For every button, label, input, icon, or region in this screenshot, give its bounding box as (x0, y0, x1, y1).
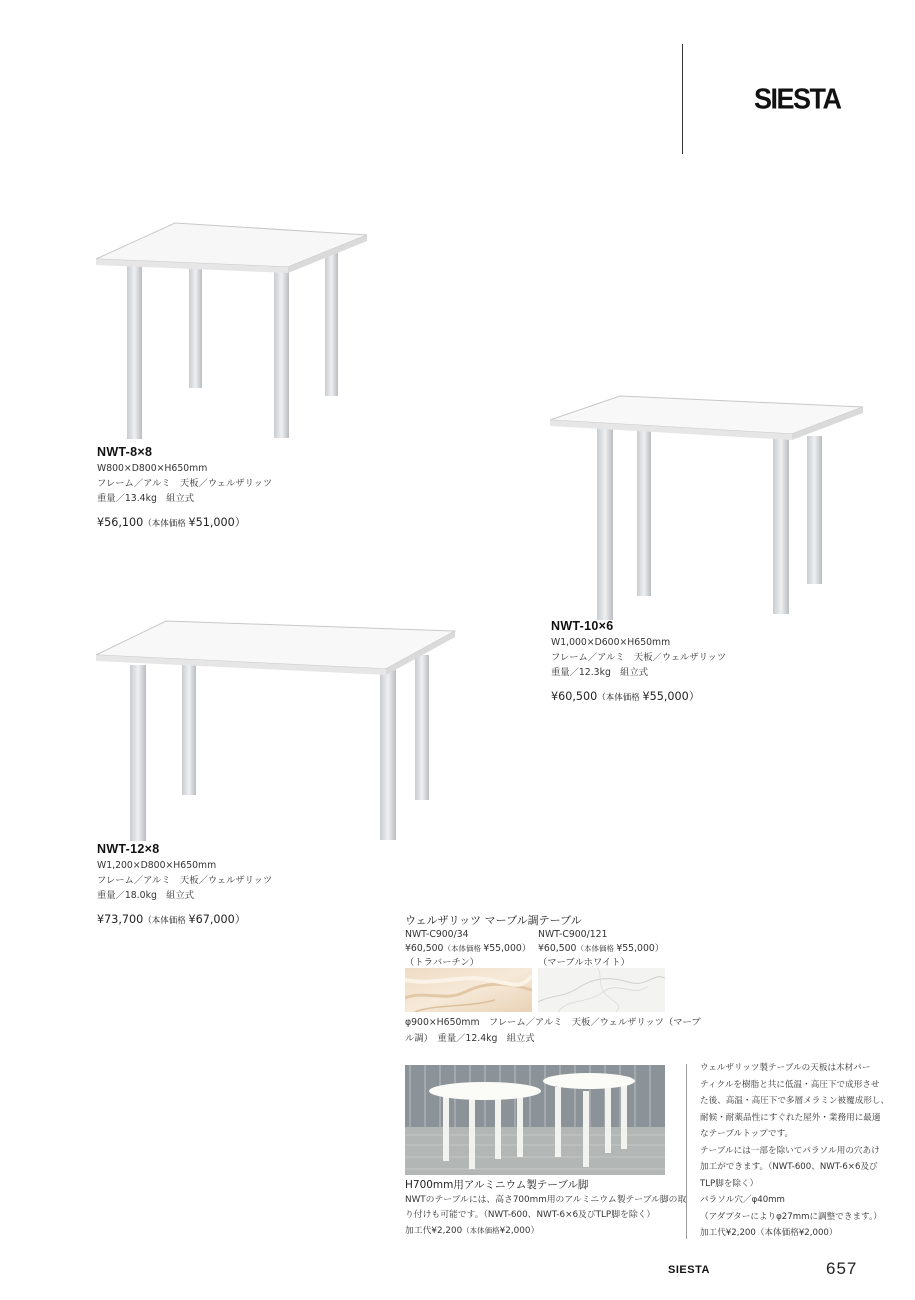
product-material: フレーム／アルミ 天板／ウェルザリッツ (551, 652, 727, 663)
description-line: TLP脚を除く） (700, 1178, 759, 1189)
price-note: （本体価格 (143, 916, 189, 926)
product-name: NWT-8×8 (97, 445, 153, 459)
variant-finish: （トラバーチン） (405, 957, 479, 968)
header-divider (682, 44, 683, 154)
base-price: ¥55,000） (616, 943, 665, 954)
base-price: ¥67,000） (188, 913, 246, 926)
price-note: （本体価格 (443, 944, 484, 953)
price-note: （本体価格 (597, 693, 643, 703)
legs-fee (405, 1223, 686, 1239)
legs-title: H700mm用アルミニウム製テーブル脚 (405, 1179, 589, 1191)
variant-price (405, 942, 531, 956)
legs-line: NWTのテーブルには、高さ700mm用のアルミニウム製テーブル脚の取 (405, 1195, 687, 1205)
product-material: フレーム／アルミ 天板／ウェルザリッツ (97, 478, 273, 489)
legs-line: り付けも可能です。（NWT-600、NWT-6×6及びTLP脚を除く） (405, 1210, 656, 1220)
base-price: ¥55,000） (483, 943, 532, 954)
description-divider (686, 1064, 687, 1239)
fee-note: （本体価格 (462, 1226, 500, 1235)
product-material: フレーム／アルミ 天板／ウェルザリッツ (97, 875, 273, 886)
description-line: 加工ができます。（NWT-600、NWT-6×6及び (700, 1162, 878, 1172)
product-weight: 重量／13.4kg 組立式 (97, 493, 195, 504)
product-nwt-10x6 (551, 619, 726, 704)
product-price (551, 688, 726, 704)
product-size: W800×D800×H650mm (97, 463, 208, 474)
footer-brand: SIESTA (668, 1264, 710, 1276)
price-value: ¥73,700 (97, 913, 144, 926)
product-price (97, 911, 272, 927)
price-value: ¥60,500 (551, 690, 598, 703)
product-name: NWT-10×6 (551, 619, 614, 633)
product-weight: 重量／12.3kg 組立式 (551, 667, 649, 678)
variant-code: NWT-C900/121 (538, 929, 608, 940)
brand-logo: SIESTA (754, 83, 841, 115)
product-price (97, 514, 272, 530)
product-image-nwt-12x8 (90, 615, 460, 845)
description-line: た後、高温・高圧下で多層メラミン被覆成形し、 (700, 1096, 890, 1106)
fee-value: 加工代¥2,200 (405, 1226, 463, 1236)
price-value: ¥56,100 (97, 516, 144, 529)
description-line: ウェルザリッツ製テーブルの天板は木材パー (700, 1063, 871, 1073)
marble-white-swatch (538, 968, 665, 1012)
description-line: テーブルには一部を除いてパラソル用の穴あけ (700, 1145, 880, 1156)
marble-variant-white (538, 928, 664, 970)
page-number: 657 (826, 1259, 858, 1278)
marble-spec (405, 1015, 701, 1047)
marble-spec-line: φ900×H650mm フレーム／アルミ 天板／ウェルザリッツ（マーブ (405, 1017, 701, 1028)
marble-variant-travertine (405, 928, 531, 970)
variant-finish: （マーブルホワイト） (538, 957, 630, 968)
description-line: 加工代¥2,200（本体価格¥2,000） (700, 1228, 838, 1238)
marble-section-title: ウェルザリッツ マーブル調テーブル (405, 914, 582, 927)
product-nwt-8x8 (97, 445, 272, 530)
product-name: NWT-12×8 (97, 842, 160, 856)
product-image-nwt-10x6 (545, 390, 870, 620)
description-line: 耐候・耐薬品性にすぐれた屋外・業務用に最適 (700, 1112, 881, 1123)
description-line: （アダプターによりφ27mmに調整できます。） (700, 1211, 882, 1222)
legs-photo (405, 1065, 665, 1175)
variant-price (538, 942, 664, 956)
description-line: ティクルを樹脂と共に低温・高圧下で成形させ (700, 1079, 880, 1090)
description-line: なテーブルトップです。 (700, 1129, 794, 1139)
product-size: W1,200×D800×H650mm (97, 860, 217, 871)
product-nwt-12x8 (97, 842, 272, 927)
fee-base: ¥2,000） (499, 1226, 540, 1236)
description-text (700, 1060, 890, 1242)
product-weight: 重量／18.0kg 組立式 (97, 890, 195, 901)
price-value: ¥60,500 (405, 943, 444, 954)
price-note: （本体価格 (576, 944, 617, 953)
product-size: W1,000×D600×H650mm (551, 637, 671, 648)
marble-spec-line: ル調） 重量／12.4kg 組立式 (405, 1033, 535, 1044)
base-price: ¥55,000） (642, 690, 700, 703)
price-value: ¥60,500 (538, 943, 577, 954)
travertine-swatch (405, 968, 532, 1012)
product-image-nwt-8x8 (90, 215, 380, 445)
variant-code: NWT-C900/34 (405, 929, 469, 940)
legs-section (405, 1177, 686, 1239)
price-note: （本体価格 (143, 519, 189, 529)
base-price: ¥51,000） (188, 516, 246, 529)
description-line: パラソル穴／φ40mm (700, 1195, 785, 1205)
